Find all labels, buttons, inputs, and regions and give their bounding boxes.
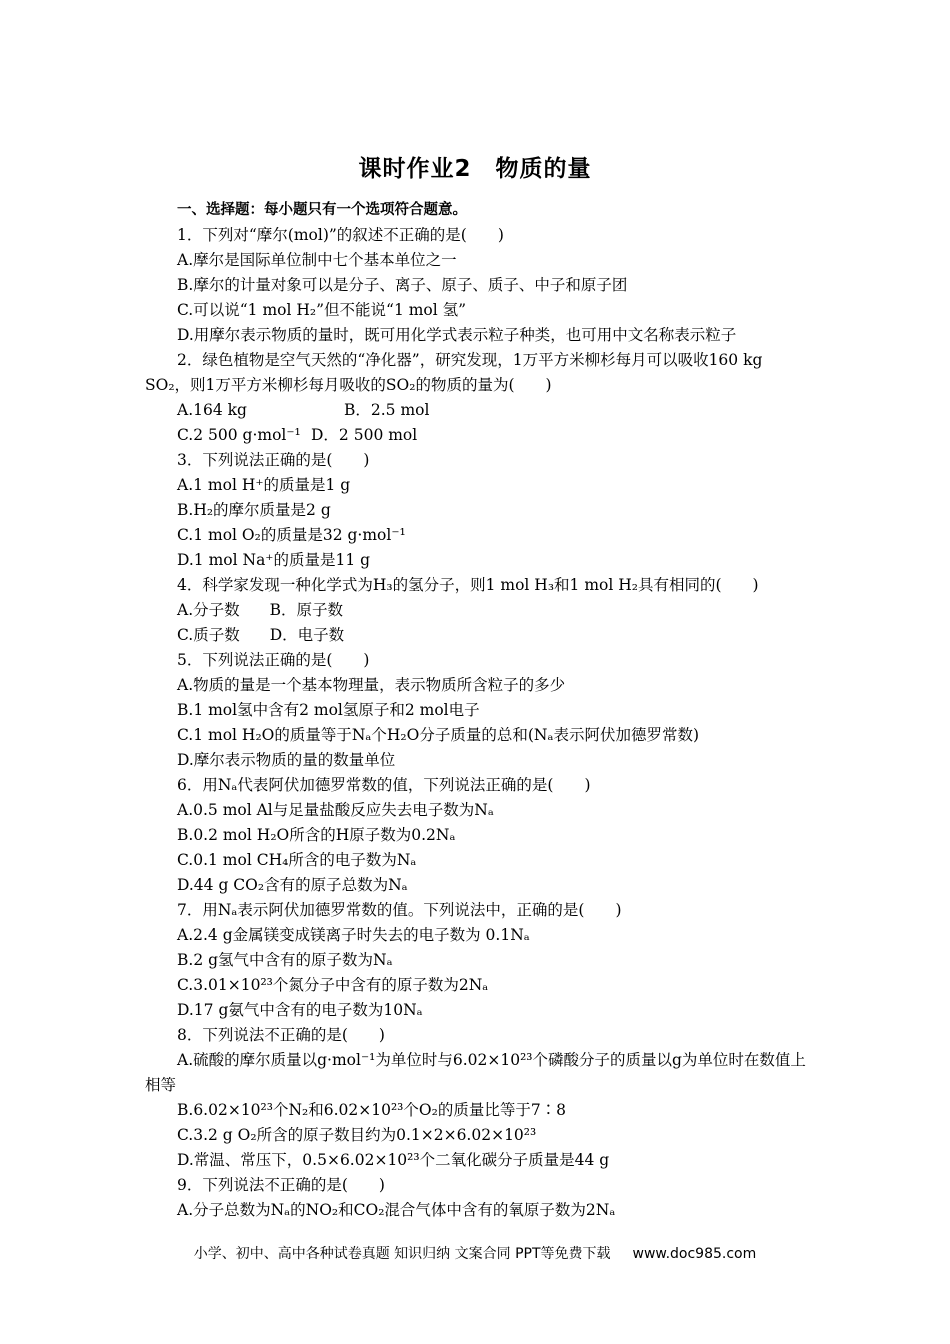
question-8-option-c: C.3.2 g O₂所含的原子数目约为0.1×2×6.02×10²³ [177, 1126, 537, 1144]
section-heading: 一、选择题：每小题只有一个选项符合题意。 [177, 202, 467, 218]
footer-site-link[interactable]: www.doc985.com [632, 1246, 757, 1262]
question-2-option-a: A.164 kg [177, 401, 247, 419]
question-2-options-cd [145, 423, 810, 448]
question-7-option-a: A.2.4 g金属镁变成镁离子时失去的电子数为 0.1Nₐ [177, 926, 530, 944]
question-3-option-d: D.1 mol Na⁺的质量是11 g [177, 551, 371, 569]
footer-text: 小学、初中、高中各种试卷真题 知识归纳 文案合同 PPT等免费下载 [193, 1246, 611, 1262]
question-4-options-cd [145, 623, 810, 648]
question-8-option-d: D.常温、常压下，0.5×6.02×10²³个二氧化碳分子质量是44 g [177, 1151, 610, 1169]
question-8-option-a: A.硫酸的摩尔质量以g·mol⁻¹为单位时与6.02×10²³个磷酸分子的质量以g为单位时在数值上相等 [145, 1051, 806, 1094]
question-9-stem: 9．下列说法不正确的是( ) [177, 1176, 385, 1194]
question-3-option-c: C.1 mol O₂的质量是32 g·mol⁻¹ [177, 526, 406, 544]
question-5-option-d: D.摩尔表示物质的量的数量单位 [177, 751, 396, 769]
question-1-option-b: B.摩尔的计量对象可以是分子、离子、原子、质子、中子和原子团 [177, 276, 628, 294]
question-7-option-d: D.17 g氨气中含有的电子数为10Nₐ [177, 1001, 423, 1019]
question-2-stem: 2．绿色植物是空气天然的“净化器”，研究发现，1万平方米柳杉每月可以吸收160 kg SO₂，则1万平方米柳杉每月吸收的SO₂的物质的量为( ) [145, 351, 763, 394]
question-8-stem: 8．下列说法不正确的是( ) [177, 1026, 385, 1044]
question-5-option-a: A.物质的量是一个基本物理量，表示物质所含粒子的多少 [177, 676, 566, 694]
question-5-option-b: B.1 mol氢中含有2 mol氢原子和2 mol电子 [177, 701, 480, 719]
question-2-options-ab [145, 398, 810, 423]
question-4-option-c: C.质子数 [177, 626, 240, 644]
question-7-stem: 7．用Nₐ表示阿伏加德罗常数的值。下列说法中，正确的是( ) [177, 901, 622, 919]
question-7-option-b: B.2 g氢气中含有的原子数为Nₐ [177, 951, 393, 969]
question-8-option-b: B.6.02×10²³个N₂和6.02×10²³个O₂的质量比等于7∶8 [177, 1101, 567, 1119]
question-2-option-d: D．2 500 mol [311, 426, 418, 444]
question-4-option-d: D．电子数 [269, 626, 345, 644]
page-footer [0, 1243, 950, 1263]
question-4-stem: 4．科学家发现一种化学式为H₃的氢分子，则1 mol H₃和1 mol H₂具有相同的( ) [177, 576, 759, 594]
question-2-option-c: C.2 500 g·mol⁻¹ [177, 426, 301, 444]
question-6-option-a: A.0.5 mol Al与足量盐酸反应失去电子数为Nₐ [177, 801, 494, 819]
question-9-option-a: A.分子总数为Nₐ的NO₂和CO₂混合气体中含有的氧原子数为2Nₐ [177, 1201, 616, 1219]
question-3-stem: 3．下列说法正确的是( ) [177, 451, 370, 469]
page-title: 课时作业2 物质的量 [358, 156, 592, 182]
question-1-option-d: D.用摩尔表示物质的量时，既可用化学式表示粒子种类，也可用中文名称表示粒子 [177, 326, 737, 344]
question-5-option-c: C.1 mol H₂O的质量等于Nₐ个H₂O分子质量的总和(Nₐ表示阿伏加德罗常数) [177, 726, 699, 744]
question-1-option-c: C.可以说“1 mol H₂”但不能说“1 mol 氢” [177, 301, 467, 319]
question-4-option-a: A.分子数 [177, 601, 240, 619]
question-2-option-b: B．2.5 mol [344, 401, 430, 419]
question-6-option-c: C.0.1 mol CH₄所含的电子数为Nₐ [177, 851, 417, 869]
question-list [145, 198, 810, 1223]
question-4-options-ab [145, 598, 810, 623]
question-3-option-b: B.H₂的摩尔质量是2 g [177, 501, 331, 519]
question-3-option-a: A.1 mol H⁺的质量是1 g [177, 476, 351, 494]
question-1-stem: 1．下列对“摩尔(mol)”的叙述不正确的是( ) [177, 226, 504, 244]
question-4-option-b: B．原子数 [269, 601, 344, 619]
question-6-stem: 6．用Nₐ代表阿伏加德罗常数的值，下列说法正确的是( ) [177, 776, 591, 794]
question-6-option-b: B.0.2 mol H₂O所含的H原子数为0.2Nₐ [177, 826, 456, 844]
question-1-option-a: A.摩尔是国际单位制中七个基本单位之一 [177, 251, 457, 269]
question-6-option-d: D.44 g CO₂含有的原子总数为Nₐ [177, 876, 408, 894]
question-7-option-c: C.3.01×10²³个氮分子中含有的原子数为2Nₐ [177, 976, 489, 994]
question-5-stem: 5．下列说法正确的是( ) [177, 651, 370, 669]
